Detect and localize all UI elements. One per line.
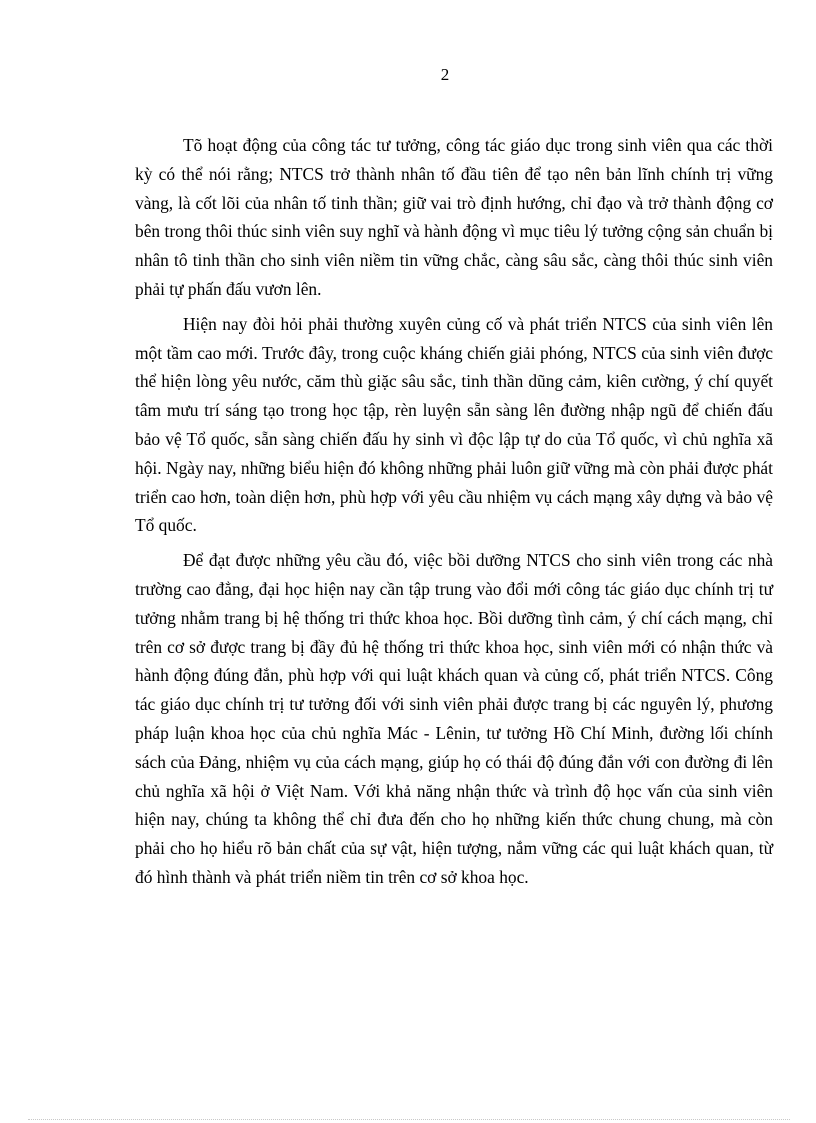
page-bottom-divider xyxy=(28,1119,790,1120)
document-body xyxy=(135,131,773,898)
paragraph-3: Để đạt được những yêu cầu đó, việc bồi dưỡng NTCS cho sinh viên trong các nhà trường cao đẳng, đại học hiện nay cần tập trung vào đổi mới công tác giáo dục chính trị tư tưởng nhằm trang bị hệ thống tri thức khoa học. Bồi dưỡng tình cảm, ý chí cách mạng, chỉ trên cơ sở được trang bị đầy đủ hệ thống tri thức khoa học, sinh viên mới có nhận thức và hành động đúng đắn, phù hợp với qui luật khách quan và củng cố, phát triển NTCS. Công tác giáo dục chính trị tư tưởng đối với sinh viên phải được trang bị các nguyên lý, phương pháp luận khoa học của chủ nghĩa Mác - Lênin, tư tưởng Hồ Chí Minh, đường lối chính sách của Đảng, nhiệm vụ của cách mạng, giúp họ có thái độ đúng đắn với con đường đi lên chủ nghĩa xã hội ở Việt Nam. Với khả năng nhận thức và trình độ học vấn của sinh viên hiện nay, chúng ta không thể chỉ đưa đến cho họ những kiến thức chung chung, mà còn phải cho họ hiểu rõ bản chất của sự vật, hiện tượng, nắm vững các qui luật khách quan, từ đó hình thành và phát triển niềm tin trên cơ sở khoa học. xyxy=(135,550,773,887)
paragraph-2: Hiện nay đòi hỏi phải thường xuyên củng cố và phát triển NTCS của sinh viên lên một tầm cao mới. Trước đây, trong cuộc kháng chiến giải phóng, NTCS của sinh viên được thể hiện lòng yêu nước, căm thù giặc sâu sắc, tinh thần dũng cảm, kiên cường, ý chí quyết tâm mưu trí sáng tạo trong học tập, rèn luyện sẵn sàng lên đường nhập ngũ để chiến đấu bảo vệ Tổ quốc, sẵn sàng chiến đấu hy sinh vì độc lập tự do của Tổ quốc, vì chủ nghĩa xã hội. Ngày nay, những biểu hiện đó không những phải luôn giữ vững mà còn phải được phát triển cao hơn, toàn diện hơn, phù hợp với yêu cầu nhiệm vụ cách mạng xây dựng và bảo vệ Tổ quốc. xyxy=(135,313,773,536)
page-number: 2 xyxy=(440,65,450,84)
paragraph-1: Tõ hoạt động của công tác tư tưởng, công tác giáo dục trong sinh viên qua các thời kỳ có thể nói rằng; NTCS trở thành nhân tố đầu tiên để tạo nên bản lĩnh chính trị vững vàng, là cốt lõi của nhân tố tinh thần; giữ vai trò định hướng, chỉ đạo và trở thành động cơ bên trong thôi thúc sinh viên suy nghĩ và hành động vì mục tiêu lý tưởng cộng sản chuẩn bị nhân tô tinh thần cho sinh viên niềm tin vững chắc, càng sâu sắc, càng thôi thúc sinh viên phải tự phấn đấu vươn lên. xyxy=(135,135,773,299)
